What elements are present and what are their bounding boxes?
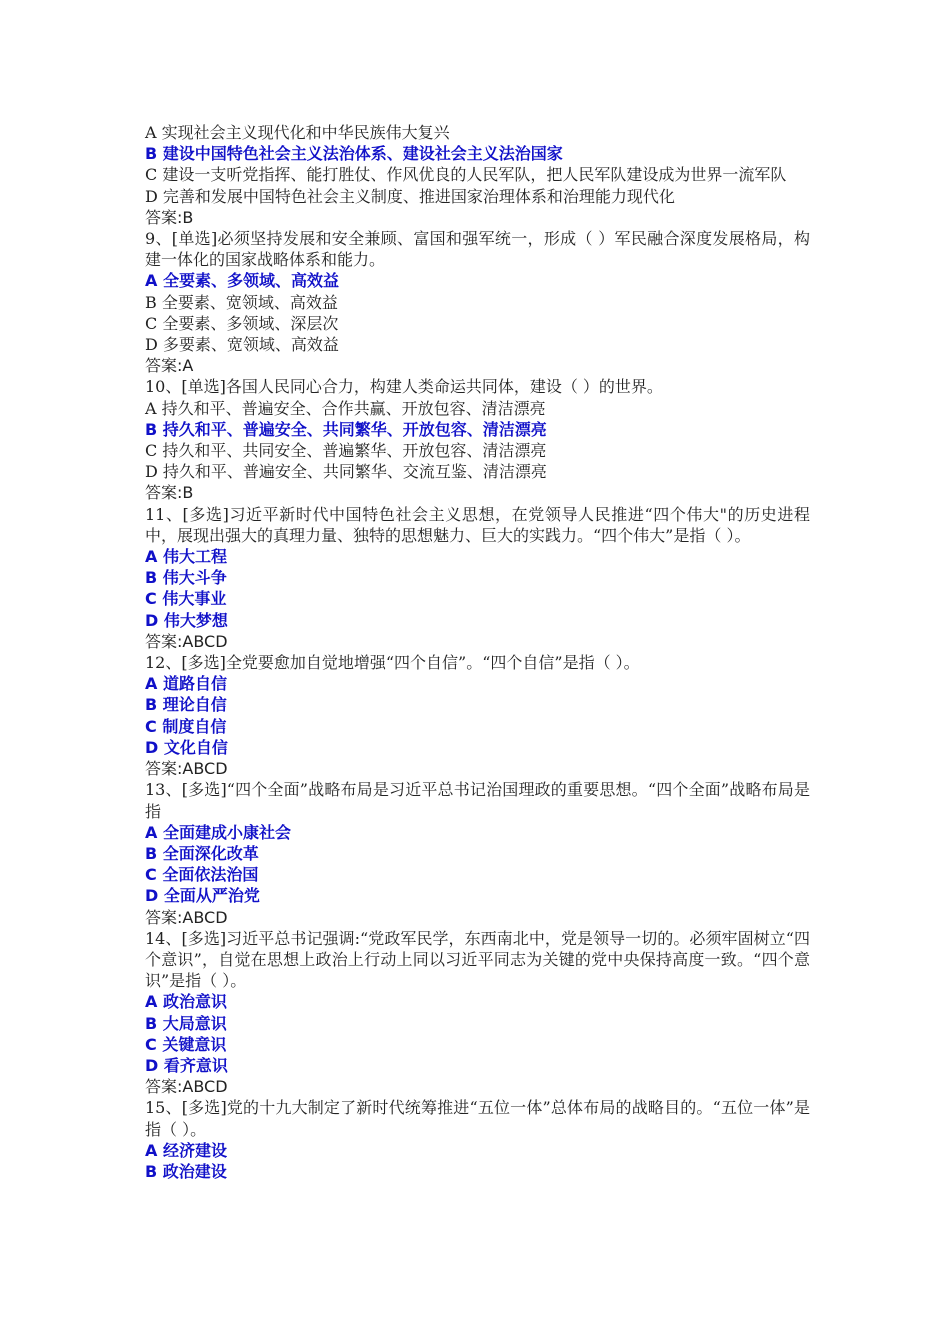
correct-option: C 伟大事业 — [145, 589, 227, 609]
correct-option: B 建设中国特色社会主义法治体系、建设社会主义法治国家 — [145, 144, 563, 164]
correct-option: A 全要素、多领域、高效益 — [145, 271, 339, 291]
question-text: 13、[多选]“四个全面”战略布局是习近平总书记治国理政的重要思想。“四个全面”战略布局是指 — [145, 780, 810, 821]
correct-option: C 全面依法治国 — [145, 865, 259, 885]
correct-option: B 全面深化改革 — [145, 843, 259, 863]
correct-option: A 伟大工程 — [145, 547, 227, 567]
answer-line: 答案:ABCD — [145, 759, 228, 779]
correct-option: D 全面从严治党 — [145, 886, 260, 906]
option: C 建设一支听党指挥、能打胜仗、作风优良的人民军队，把人民军队建设成为世界一流军队 — [145, 165, 787, 185]
correct-option: A 经济建设 — [145, 1140, 227, 1160]
correct-option: B 政治建设 — [145, 1161, 227, 1181]
option: B 全要素、宽领域、高效益 — [145, 292, 338, 312]
question-text: 11、[多选]习近平新时代中国特色社会主义思想，在党领导人民推进“四个伟大"的历史进程中，展现出强大的真理力量、独特的思想魅力、巨大的实践力。“四个伟大”是指（ ）。 — [145, 504, 810, 545]
correct-option: A 政治意识 — [145, 992, 227, 1012]
option: A 实现社会主义现代化和中华民族伟大复兴 — [145, 123, 450, 142]
question-text: 15、[多选]党的十九大制定了新时代统筹推进“五位一体”总体布局的战略目的。“五位一体”是指（ ）。 — [145, 1098, 810, 1139]
correct-option: A 全面建成小康社会 — [145, 822, 291, 842]
question-text: 9、[单选]必须坚持发展和安全兼顾、富国和强军统一，形成（ ）军民融合深度发展格局，构建一体化的国家战略体系和能力。 — [145, 229, 810, 270]
correct-option: C 制度自信 — [145, 716, 227, 736]
option: D 多要素、宽领域、高效益 — [145, 335, 339, 355]
answer-line: 答案:ABCD — [145, 1077, 228, 1097]
option: D 完善和发展中国特色社会主义制度、推进国家治理体系和治理能力现代化 — [145, 186, 675, 206]
correct-option: B 理论自信 — [145, 695, 227, 715]
correct-option: D 伟大梦想 — [145, 610, 228, 630]
answer-line: 答案:B — [145, 207, 194, 227]
question-text: 14、[多选]习近平总书记强调:“党政军民学，东西南北中，党是领导一切的。必须牢固树立“四个意识”，自觉在思想上政治上行动上同以习近平同志为关键的党中央保持高度一致。“四个意识”是指（ ）。 — [145, 928, 810, 991]
answer-line: 答案:ABCD — [145, 631, 228, 651]
option: D 持久和平、普遍安全、共同繁华、交流互鉴、清洁漂亮 — [145, 462, 547, 482]
answer-line: 答案:A — [145, 356, 194, 376]
correct-option: B 大局意识 — [145, 1013, 227, 1033]
correct-option: B 持久和平、普遍安全、共同繁华、开放包容、清洁漂亮 — [145, 419, 547, 439]
answer-line: 答案:ABCD — [145, 907, 228, 927]
option: A 持久和平、普遍安全、合作共赢、开放包容、清洁漂亮 — [145, 398, 546, 418]
question-text: 12、[多选]全党要愈加自觉地增强“四个自信”。“四个自信”是指（ ）。 — [145, 653, 640, 673]
correct-option: D 文化自信 — [145, 737, 228, 757]
correct-option: C 关键意识 — [145, 1034, 227, 1054]
correct-option: B 伟大斗争 — [145, 568, 227, 588]
document-body — [145, 122, 810, 1182]
correct-option: A 道路自信 — [145, 674, 227, 694]
correct-option: D 看齐意识 — [145, 1055, 228, 1075]
option: C 持久和平、共同安全、普遍繁华、开放包容、清洁漂亮 — [145, 441, 547, 461]
option: C 全要素、多领域、深层次 — [145, 313, 339, 333]
question-text: 10、[单选]各国人民同心合力，构建人类命运共同体，建设（ ）的世界。 — [145, 377, 663, 397]
answer-line: 答案:B — [145, 483, 194, 503]
